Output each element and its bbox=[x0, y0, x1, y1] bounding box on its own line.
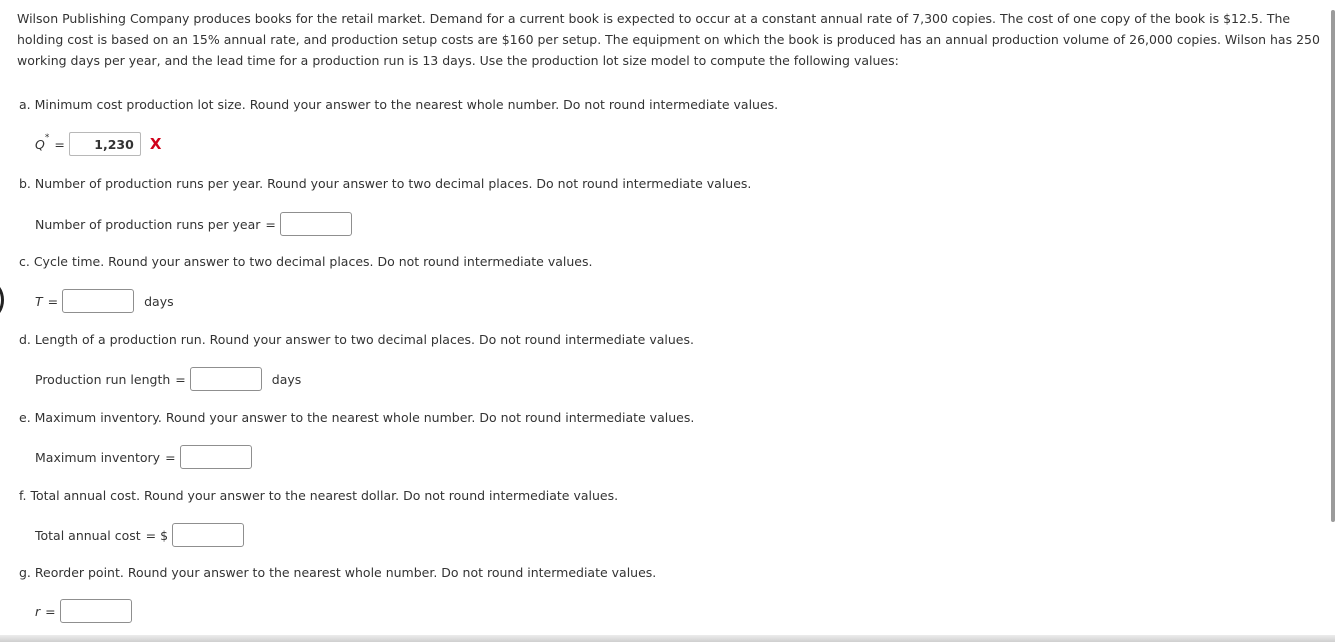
answer-row-a bbox=[35, 132, 161, 156]
equals-sign: = bbox=[265, 216, 276, 232]
question-b-prompt: b. Number of production runs per year. Round your answer to two decimal places. Do not round intermediate values. bbox=[19, 176, 752, 191]
incorrect-x-icon: X bbox=[149, 135, 162, 153]
question-d-prompt: d. Length of a production run. Round your answer to two decimal places. Do not round intermediate values. bbox=[19, 332, 694, 347]
equals-dollar-sign: = $ bbox=[145, 527, 169, 543]
total-annual-cost-input[interactable] bbox=[172, 523, 244, 547]
answer-row-e bbox=[35, 445, 252, 469]
question-g-prompt: g. Reorder point. Round your answer to the nearest whole number. Do not round intermediate values. bbox=[19, 565, 657, 580]
question-c-prompt: c. Cycle time. Round your answer to two decimal places. Do not round intermediate values. bbox=[19, 254, 593, 269]
cycle-time-label: T bbox=[35, 293, 43, 309]
answer-row-f bbox=[35, 523, 244, 547]
q-star-label: Q* bbox=[35, 132, 50, 152]
answer-row-b bbox=[35, 212, 352, 236]
equals-sign: = bbox=[47, 293, 59, 309]
question-e-prompt: e. Maximum inventory. Round your answer to the nearest whole number. Do not round intermediate values. bbox=[19, 410, 695, 425]
problem-statement: Wilson Publishing Company produces books for the retail market. Demand for a current book is expected to occur at a constant annual rate of 7,300 copies. The cost of one copy of the book is $12.5. The holding cost is based on an 15% annual rate, and production setup costs are $160 per setup. The equipment on which the book is produced has an annual production volume of 26,000 copies. Wilson has 250 working days per year, and the lead time for a production run is 13 days. Use the production lot size model to compute the following values: bbox=[17, 11, 1320, 68]
focus-ring-decoration bbox=[0, 282, 4, 318]
production-run-length-input[interactable] bbox=[190, 367, 262, 391]
maximum-inventory-label: Maximum inventory bbox=[35, 449, 161, 465]
lot-size-input[interactable] bbox=[69, 132, 141, 156]
runs-per-year-input[interactable] bbox=[280, 212, 352, 236]
answer-row-d bbox=[35, 367, 301, 391]
equals-sign: = bbox=[165, 449, 176, 465]
runs-per-year-label: Number of production runs per year bbox=[35, 216, 261, 232]
bottom-edge-shadow bbox=[0, 635, 1335, 642]
days-unit: days bbox=[144, 293, 174, 309]
reorder-point-input[interactable] bbox=[60, 599, 132, 623]
equals-sign: = bbox=[45, 603, 56, 619]
maximum-inventory-input[interactable] bbox=[180, 445, 252, 469]
reorder-point-label: r bbox=[35, 603, 41, 619]
answer-row-g bbox=[35, 599, 132, 623]
cycle-time-input[interactable] bbox=[62, 289, 134, 313]
question-f-prompt: f. Total annual cost. Round your answer to the nearest dollar. Do not round intermediate values. bbox=[19, 488, 619, 503]
equals-sign: = bbox=[175, 371, 186, 387]
total-annual-cost-label: Total annual cost bbox=[35, 527, 141, 543]
question-a-prompt: a. Minimum cost production lot size. Round your answer to the nearest whole number. Do not round intermediate values. bbox=[19, 97, 779, 112]
production-run-length-label: Production run length bbox=[35, 371, 171, 387]
equals-sign: = bbox=[54, 136, 65, 152]
days-unit: days bbox=[271, 371, 302, 387]
answer-row-c bbox=[35, 289, 174, 313]
vertical-scrollbar[interactable] bbox=[1331, 10, 1335, 522]
